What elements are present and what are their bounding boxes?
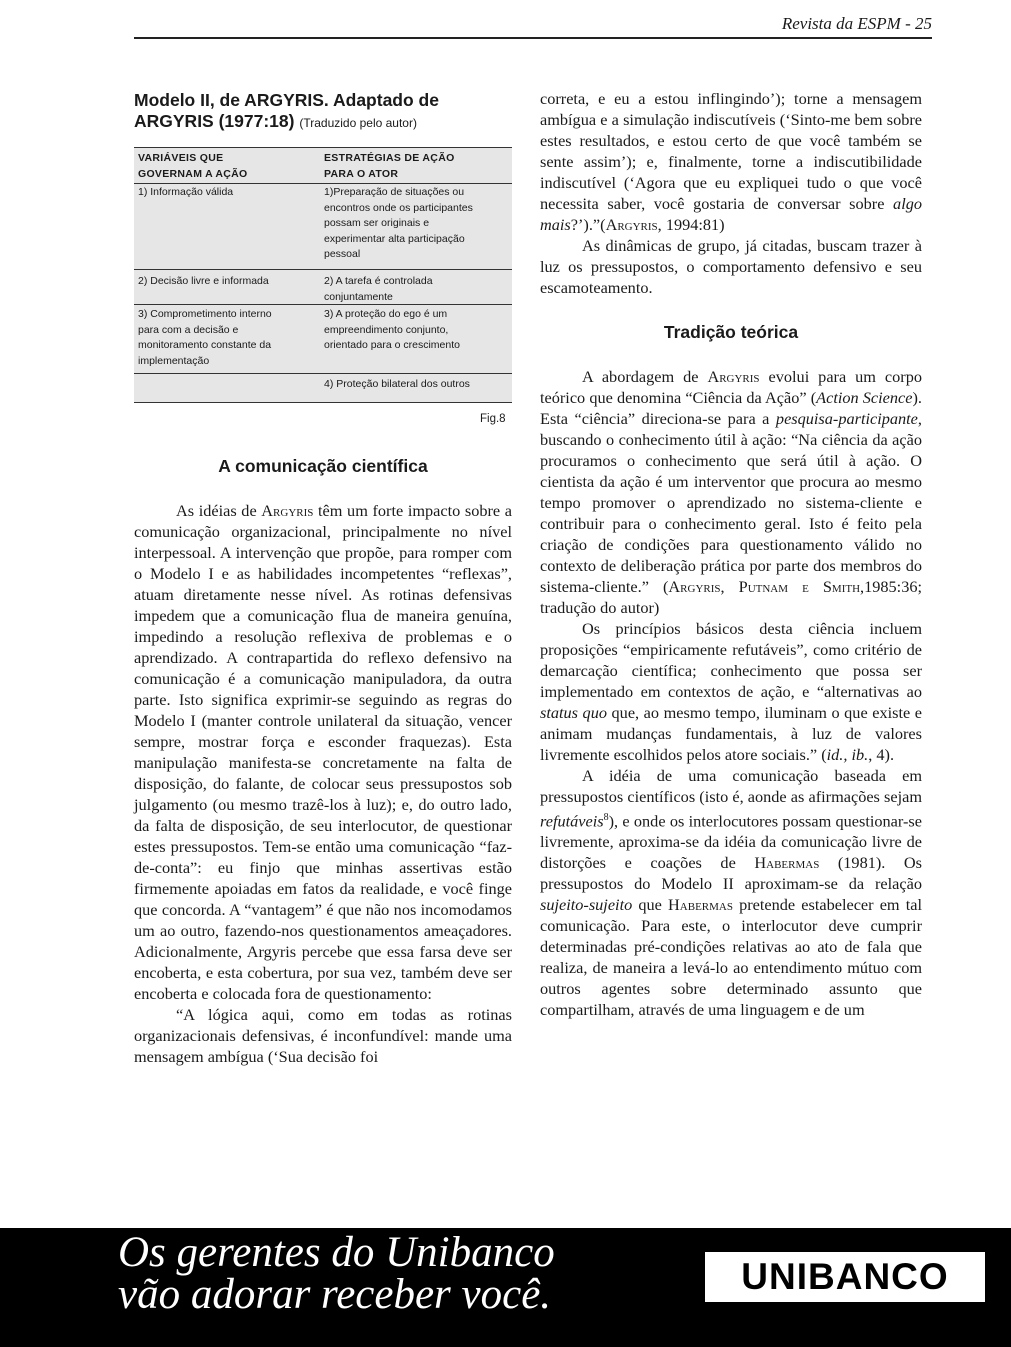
row-rule — [134, 304, 512, 305]
running-head: Revista da ESPM - 25 — [781, 14, 932, 33]
row-rule — [134, 373, 512, 374]
italic-run: Action Science — [816, 388, 913, 407]
italic-run: algo mais — [540, 194, 922, 234]
footnote-marker: 8 — [603, 812, 609, 823]
italic-run: sujeito-sujeito — [540, 895, 633, 915]
row-2-variable-line: 2) Decisão livre e informada — [138, 275, 269, 287]
left-paragraph-2: “A lógica aqui, como em todas as rotinas organizacionais defensivas, é inconfundível: mande uma mensagem ambígua (‘Sua decisão foi — [134, 1005, 512, 1066]
table-bottom-rule — [134, 402, 512, 403]
text-run: pretende estabelecer em tal comunicação. Para este, o interlocutor deve cumprir determinadas pré-condições relativas ao ato de fala que realiza, de maneira a levá-lo ao entendimento mútuo com outros agentes sobre determinado assunto que compartilham, através de uma linguagem e de um — [540, 895, 923, 1020]
text-run: , 4). — [868, 745, 895, 764]
right-paragraph-4 — [540, 618, 922, 765]
row-3-strategy-line: 3) A proteção do ego é um — [324, 308, 448, 320]
row-2-strategy-line: conjuntamente — [324, 290, 393, 303]
row-2-variable — [138, 274, 269, 290]
col1-header-line-1: VARIÁVEIS QUE — [138, 152, 224, 164]
italic-run: refutáveis — [540, 811, 604, 831]
row-3-strategy-line: empreendimento conjunto, — [324, 323, 449, 336]
text-run: ?’).”( — [570, 215, 606, 234]
row-1-strategy-line: pessoal — [324, 248, 361, 260]
text-run: ), e onde os interlocutores possam questionar-se livremente, aproxima-se da idéia da comunicação livre de distorções e coações de — [540, 811, 922, 873]
col2-header-line-1: ESTRATÉGIAS DE AÇÃO — [324, 152, 455, 164]
section-heading-tradicao: Tradição teórica — [663, 322, 799, 342]
right-paragraph-3 — [540, 366, 922, 618]
text-run: , 1994:81) — [657, 215, 725, 234]
author-name: Argyris, Putnam e Smith — [668, 577, 861, 596]
italic-run: id., ib. — [826, 745, 869, 764]
figure-title-line-2: ARGYRIS (1977:18) — [134, 111, 295, 131]
ad-slogan-line-1: Os gerentes do Unibanco — [118, 1229, 555, 1276]
author-name: Argyris — [707, 367, 760, 386]
col2-header-line-2: PARA O ATOR — [324, 167, 399, 180]
col2-header — [324, 151, 455, 182]
row-3-variable-line: monitoramento constante da — [138, 339, 272, 351]
row-1-strategy-line: encontros onde os participantes — [324, 201, 473, 214]
text-run: , buscando o conhecimento útil à ação: “Na ciência da ação procuramos o conhecimento que será útil à ação. O cientista da ação é um interventor que procura ao mesmo tempo promover o aprendizado no sistema-cliente e contribuir para o conhecimento geral. Isto é feito pela criação de condições para questionamento válido no contexto de deliberação prática por parte dos membros do sistema-cliente.” ( — [540, 409, 922, 596]
row-rule — [134, 269, 512, 270]
header-rule — [134, 37, 932, 39]
ad-slogan — [118, 1229, 678, 1318]
right-paragraph-5 — [540, 765, 922, 1020]
figure-title-note: (Traduzido pelo autor) — [299, 116, 417, 130]
row-1-strategy-line: 1)Preparação de situações ou — [324, 186, 465, 198]
text-run: correta, e eu a estou inflingindo’); torne a mensagem ambígua e a simulação indiscutíveis (‘Sinto-me bem sobre estes resultados, e estou certo de que você também se sente assim’); e, finalmente, torne a indiscutibilidade indiscutível (‘Agora que eu expliquei tudo o que você necessita saber, você gostaria de conversar sobre — [540, 89, 922, 213]
italic-run: status quo — [540, 703, 607, 722]
text-run: evolui para um corpo teórico que denomina “Ciência da Ação” ( — [540, 367, 923, 407]
row-2-strategy — [324, 274, 433, 305]
figure-label: Fig.8 — [480, 413, 506, 425]
table-header-rule — [134, 183, 512, 184]
author-name: Argyris — [261, 501, 314, 520]
col1-header — [138, 151, 248, 182]
text-run: ). Esta “ciência” direciona-se para a — [540, 388, 923, 428]
row-2-strategy-line: 2) A tarefa é controlada — [324, 275, 433, 287]
figure-table — [134, 147, 512, 403]
italic-run: pesquisa-participante — [775, 409, 918, 428]
row-3-variable-line: implementação — [138, 354, 210, 367]
text-run: têm um forte impacto sobre a comunicação organizacional, principalmente no nível interpessoal. A intervenção que propõe, para romper com o Modelo I e as habilidades incompetentes “reflexas”, atuam diretamente nesse nível. As rotinas defensivas impedem que a comunicação flua de maneira genuína, impedindo a resolução reflexiva de problemas e o aprendizado. A contrapartida do reflexo defensivo na comunicação é a comunicação manipuladora, da outra parte. Isto significa exprimir-se seguindo as regras do Modelo I (manter controle unilateral da situação, vencer sempre, mostrar força e esconder fraquezas). Esta manipulação manifesta-se concretamente na falta de disposição, do falante, de colocar seus pressupostos sob julgamento (ou mesmo trazê-los à luz); e, do outro lado, da falta de disposição, de seu interlocutor, de questionar estes pressupostos. Tem-se então uma comunicação “faz-de-conta”: eu finjo que minhas assertivas estão firmemente apoiadas em fatos da realidade, e você finge que concorda. A “vantagem” é que não nos incomodamos um ao outro, fazendo-nos questionamentos ameaçadores. Adicionalmente, Argyris percebe que essa farsa deve ser encoberta, e esta cobertura, por sua vez, também deve ser encoberta e colocada fora de questionamento: — [134, 501, 512, 1003]
text-run: (1981). Os pressupostos do Modelo II aproximam-se da relação — [540, 853, 922, 894]
text-run: A abordagem de — [582, 367, 708, 386]
left-column — [134, 456, 512, 1067]
right-paragraph-2: As dinâmicas de grupo, já citadas, buscam trazer à luz os pressupostos, o comportamento defensivo e seu escamoteamento. — [540, 236, 922, 297]
text-run: Os princípios básicos desta ciência incluem proposições “empiricamente refutáveis”, como critério de demarcação científica; conhecimento que possa ser implementado em contextos de ação, e “alternativas ao — [540, 619, 922, 701]
ad-slogan-line-2: vão adorar receber você. — [118, 1271, 552, 1318]
left-paragraph-1 — [134, 500, 512, 1004]
row-3-variable — [138, 307, 272, 369]
figure-title-line-1: Modelo II, de ARGYRIS. Adaptado de — [134, 90, 439, 110]
row-1-variable-line: 1) Informação válida — [138, 186, 234, 198]
row-1-strategy-line: possam ser originais e — [324, 217, 430, 229]
col1-header-line-2: GOVERNAM A AÇÃO — [138, 167, 248, 180]
figure-title — [134, 90, 512, 134]
row-1-strategy — [324, 185, 473, 263]
row-3-variable-line: para com a decisão e — [138, 323, 239, 336]
text-run: As idéias de — [176, 501, 262, 520]
author-name: Argyris — [605, 215, 658, 234]
text-run: A idéia de uma comunicação baseada em pressupostos científicos (isto é, aonde as afirmações sejam — [540, 766, 922, 806]
author-name: Habermas — [668, 895, 733, 915]
section-heading-comunicacao: A comunicação científica — [218, 456, 428, 476]
row-4-strategy-line: 4) Proteção bilateral dos outros — [324, 378, 470, 390]
text-run: que — [632, 895, 669, 915]
text-run: ,1985:36; tradução do autor) — [540, 577, 922, 617]
author-name: Habermas — [754, 853, 820, 873]
row-3-strategy — [324, 307, 460, 354]
row-3-variable-line: 3) Comprometimento interno — [138, 308, 272, 320]
right-column — [540, 88, 922, 1020]
unibanco-logo: UNIBANCO — [705, 1252, 985, 1302]
right-paragraph-1 — [540, 88, 922, 235]
text-run: que, ao mesmo tempo, iluminam o que existe e animam mudanças fundamentais, à luz de valores livremente escolhidos pelos atore sociais.” ( — [540, 703, 922, 764]
row-4-strategy — [324, 377, 470, 393]
row-3-strategy-line: orientado para o crescimento — [324, 339, 460, 351]
table-top-rule — [134, 147, 512, 148]
row-1-strategy-line: experimentar alta participação — [324, 232, 465, 245]
row-1-variable — [138, 185, 233, 201]
